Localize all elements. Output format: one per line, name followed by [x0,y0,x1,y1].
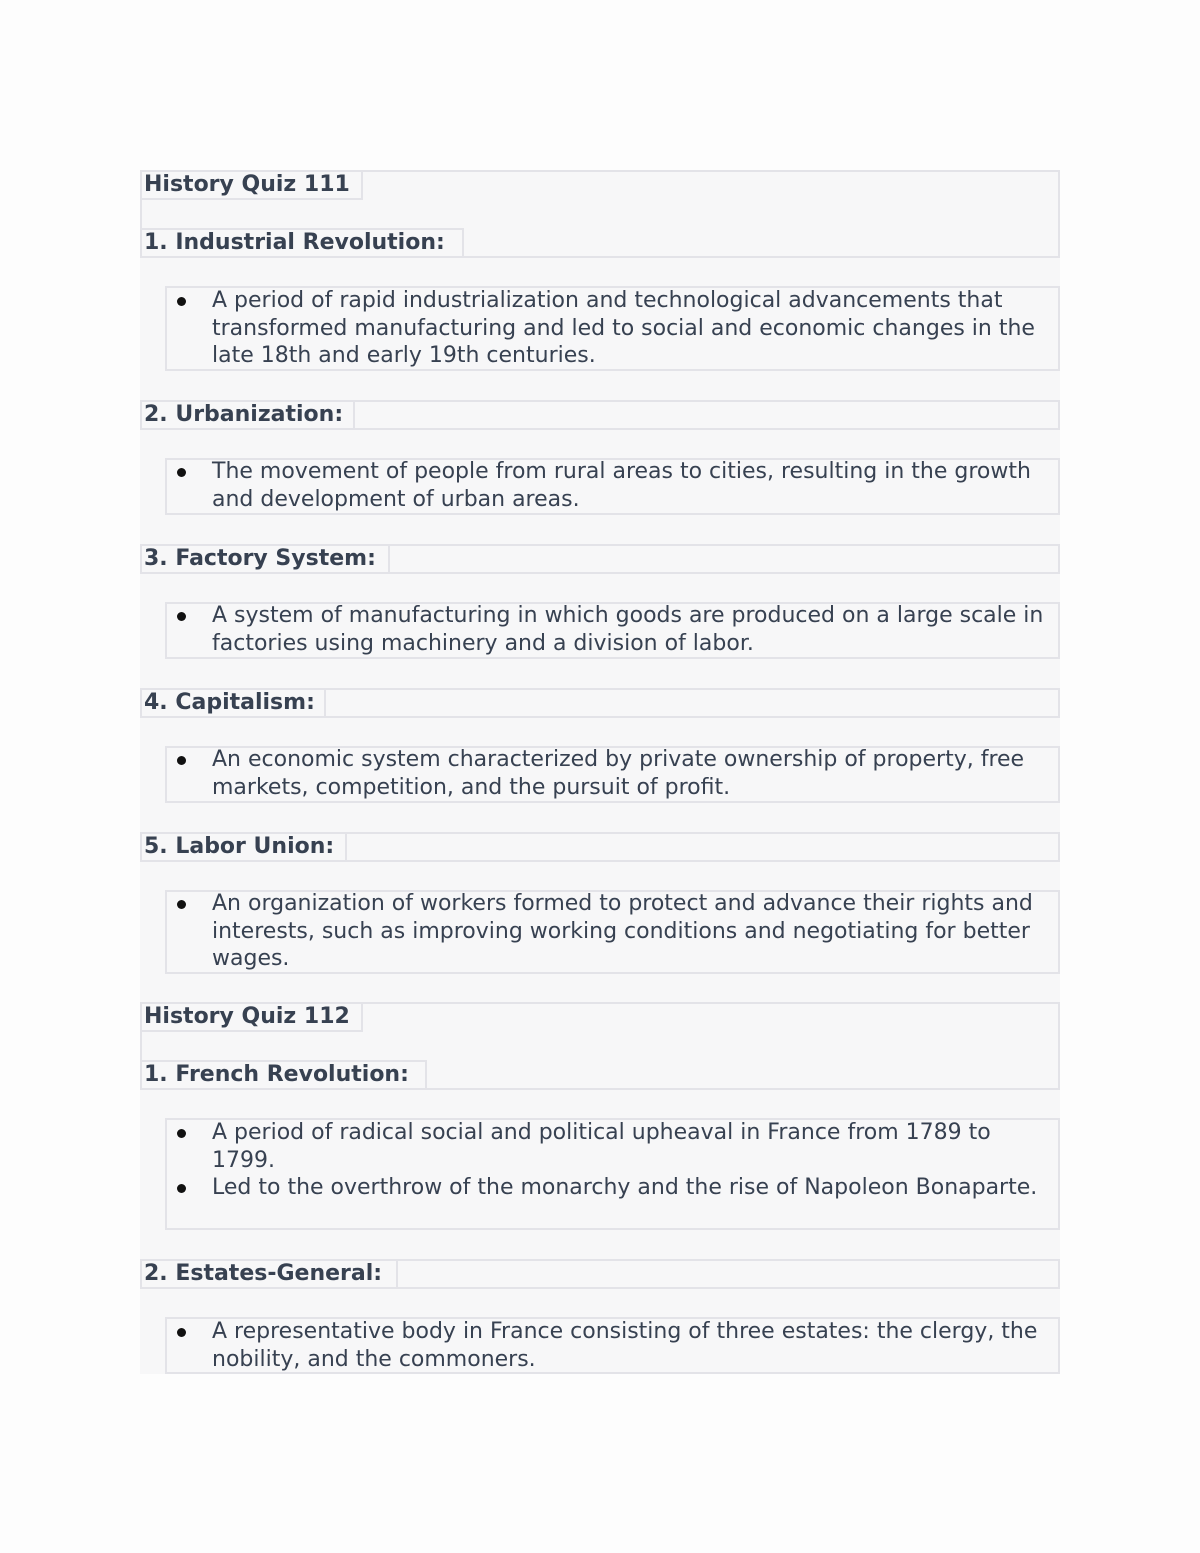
bullet-icon [177,756,186,765]
list-item [170,1318,1060,1373]
list-item [170,746,1060,801]
definition-list [170,890,1060,973]
bullet-icon [177,468,186,477]
definition-text: An economic system characterized by private ownership of property, free markets, competition, and the pursuit of profit. [212,747,1025,800]
definition-text: An organization of workers formed to protect and advance their rights and interests, such as improving working conditions and negotiating for better wages. [212,891,1033,972]
definition-text: Led to the overthrow of the monarchy and the rise of Napoleon Bonaparte. [212,1175,1038,1201]
definition-list [170,1119,1060,1202]
definition-text: A system of manufacturing in which goods are produced on a large scale in factories using machinery and a division of labor. [212,603,1044,656]
bullet-icon [177,1328,186,1337]
definition-list [170,287,1060,370]
term-heading: 1. French Revolution: [144,1062,409,1087]
quiz-title: History Quiz 112 [144,1004,350,1029]
list-item [170,1119,1060,1174]
definition-list [170,1318,1060,1373]
definition-list [170,458,1060,513]
definition-text: A period of radical social and political upheaval in France from 1789 to 1799. [212,1120,991,1173]
quiz-title: History Quiz 111 [144,172,350,197]
bullet-icon [177,900,186,909]
term-heading: 1. Industrial Revolution: [144,230,445,255]
term-heading: 3. Factory System: [144,546,376,571]
list-item [170,287,1060,370]
bullet-icon [177,1184,186,1193]
bullet-icon [177,612,186,621]
list-item [170,458,1060,513]
list-item [170,890,1060,973]
definition-text: A period of rapid industrialization and technological advancements that transformed manufacturing and led to social and economic changes in the late 18th and early 19th centuries. [212,288,1035,369]
bullet-icon [177,1129,186,1138]
definition-list [170,746,1060,801]
list-item [170,602,1060,657]
bullet-icon [177,297,186,306]
term-heading: 2. Estates-General: [144,1261,383,1286]
term-heading: 2. Urbanization: [144,402,344,427]
list-item [170,1174,1060,1202]
term-heading: 5. Labor Union: [144,834,335,859]
term-heading: 4. Capitalism: [144,690,315,715]
definition-list [170,602,1060,657]
definition-text: A representative body in France consisting of three estates: the clergy, the nobility, and the commoners. [212,1319,1038,1372]
definition-text: The movement of people from rural areas to cities, resulting in the growth and development of urban areas. [212,459,1031,512]
